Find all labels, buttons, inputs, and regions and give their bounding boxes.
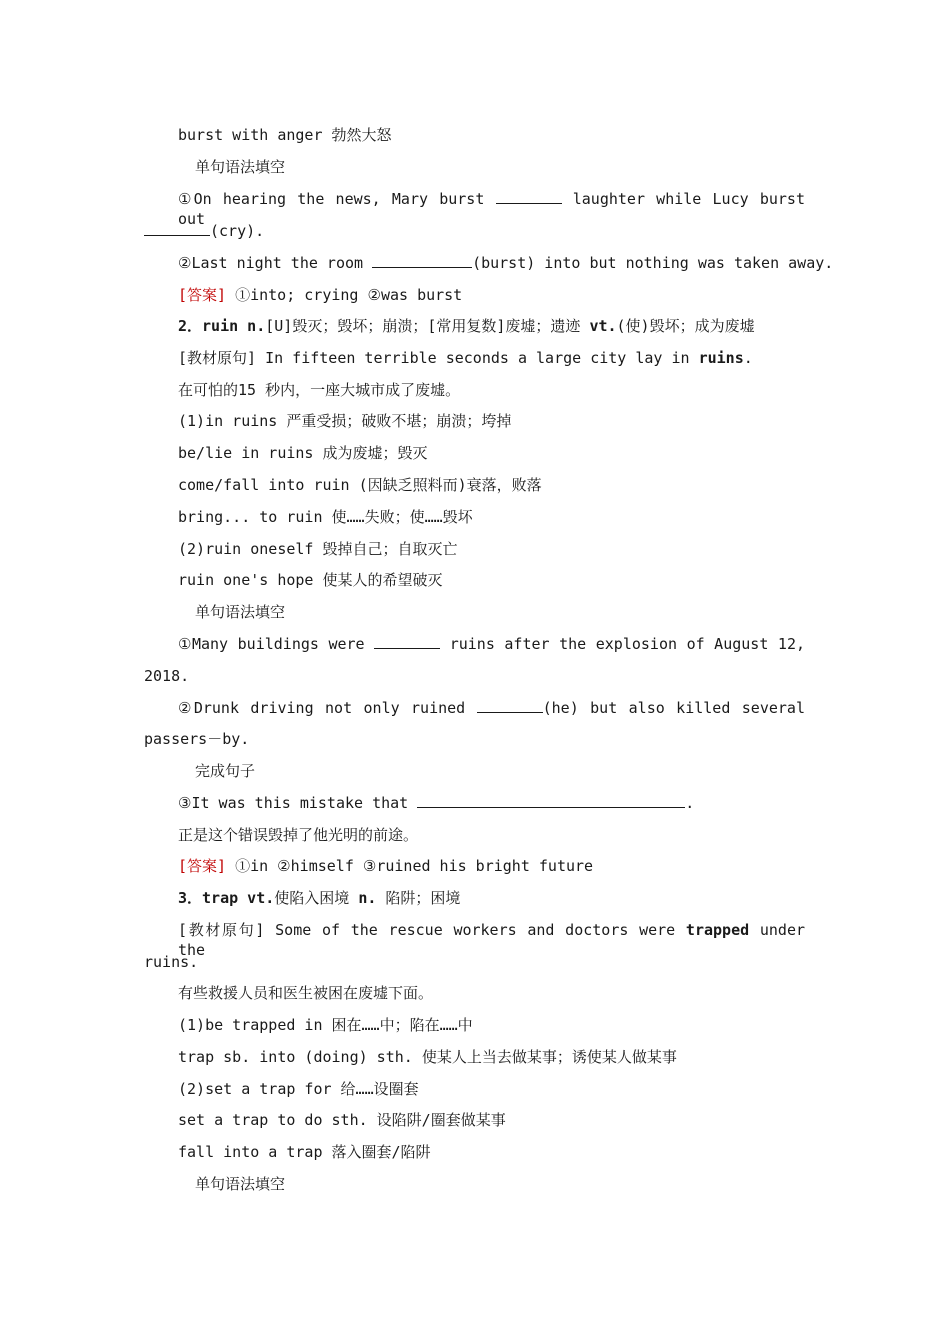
exercise-text: laughter while Lucy burst out [178, 190, 805, 228]
exercise-text: (he) but also killed several [542, 699, 805, 717]
exercise-item [178, 793, 694, 813]
exercise-item [178, 698, 805, 718]
quote-text: under the [178, 921, 806, 959]
answer-text: ①into; crying ②was burst [226, 286, 463, 304]
answer-blank [417, 793, 685, 808]
phrase-line: be/lie in ruins 成为废墟；毁灭 [178, 444, 428, 462]
quote-translation: 有些救援人员和医生被困在废墟下面。 [178, 984, 434, 1002]
entry-pos: n. [358, 889, 377, 907]
quote-keyword: trapped [685, 921, 750, 939]
answer-text: ①in ②himself ③ruined his bright future [226, 857, 594, 875]
entry-definition: (使)毁坏；成为废墟 [616, 317, 755, 335]
exercise-item [178, 253, 833, 273]
phrase-line: burst with anger 勃然大怒 [178, 126, 392, 144]
exercise-item-continued: 2018. [144, 667, 190, 685]
exercise-text: ruins after the explosion of August 12, [440, 635, 806, 653]
entry-word: 3．trap vt. [178, 889, 275, 907]
quote-text: [教材原句] Some of the rescue workers and doctors were [178, 921, 686, 939]
phrase-line: set a trap to do sth. 设陷阱/圈套做某事 [178, 1111, 506, 1129]
answer-tag: [答案] [178, 857, 227, 875]
exercise-item-continued: passers－by. [144, 730, 250, 748]
textbook-quote [178, 348, 753, 368]
exercise-text: . [685, 794, 695, 812]
textbook-quote-continued: ruins. [144, 953, 199, 971]
phrase-line: come/fall into ruin (因缺乏照料而)衰落，败落 [178, 476, 542, 494]
exercise-text: ②Drunk driving not only ruined [178, 699, 477, 717]
phrase-line: ruin one's hope 使某人的希望破灭 [178, 571, 443, 589]
answer-blank [372, 253, 472, 268]
answer-tag: [答案] [178, 286, 227, 304]
answer-line [178, 285, 462, 305]
answer-blank [496, 189, 562, 204]
answer-blank [144, 221, 210, 236]
phrase-line: bring... to ruin 使……失败；使……毁坏 [178, 508, 473, 526]
phrase-line: (1)in ruins 严重受损；破败不堪；崩溃；垮掉 [178, 412, 512, 430]
answer-blank [374, 634, 440, 649]
exercise-item [178, 634, 805, 654]
exercise-heading: 单句语法填空 [195, 1175, 286, 1193]
quote-text: [教材原句] In fifteen terrible seconds a large city lay in [178, 349, 699, 367]
exercise-text: ①Many buildings were [178, 635, 375, 653]
vocab-entry-heading [178, 316, 755, 336]
exercise-text: ①On hearing the news, Mary burst [178, 190, 496, 208]
entry-word: 2．ruin n. [178, 317, 266, 335]
quote-text: . [743, 349, 753, 367]
quote-translation: 在可怕的15 秒内，一座大城市成了废墟。 [178, 381, 461, 399]
exercise-item-continued [144, 221, 264, 241]
exercise-text: (cry). [210, 222, 265, 240]
exercise-heading: 完成句子 [195, 762, 256, 780]
phrase-line: fall into a trap 落入圈套/陷阱 [178, 1143, 431, 1161]
exercise-text: (burst) into but nothing was taken away. [472, 254, 834, 272]
entry-definition: 陷阱；困境 [376, 889, 461, 907]
exercise-item [178, 189, 805, 229]
exercise-heading: 单句语法填空 [195, 603, 286, 621]
answer-line [178, 856, 593, 876]
exercise-text: ②Last night the room [178, 254, 373, 272]
phrase-line: (2)set a trap for 给……设圈套 [178, 1080, 419, 1098]
textbook-quote [178, 920, 805, 960]
answer-blank [477, 698, 543, 713]
sentence-translation: 正是这个错误毁掉了他光明的前途。 [178, 826, 419, 844]
phrase-line: (1)be trapped in 困在……中；陷在……中 [178, 1016, 473, 1034]
entry-definition: [U]毁灭；毁坏；崩溃；[常用复数]废墟；遗迹 [265, 317, 590, 335]
exercise-heading: 单句语法填空 [195, 158, 286, 176]
exercise-text: ③It was this mistake that [178, 794, 418, 812]
entry-definition: 使陷入困境 [274, 889, 359, 907]
vocab-entry-heading [178, 888, 460, 908]
entry-pos: vt. [589, 317, 617, 335]
phrase-line: trap sb. into (doing) sth. 使某人上当去做某事；诱使某人做某事 [178, 1048, 677, 1066]
phrase-line: (2)ruin oneself 毁掉自己；自取灭亡 [178, 540, 458, 558]
quote-keyword: ruins [698, 349, 744, 367]
